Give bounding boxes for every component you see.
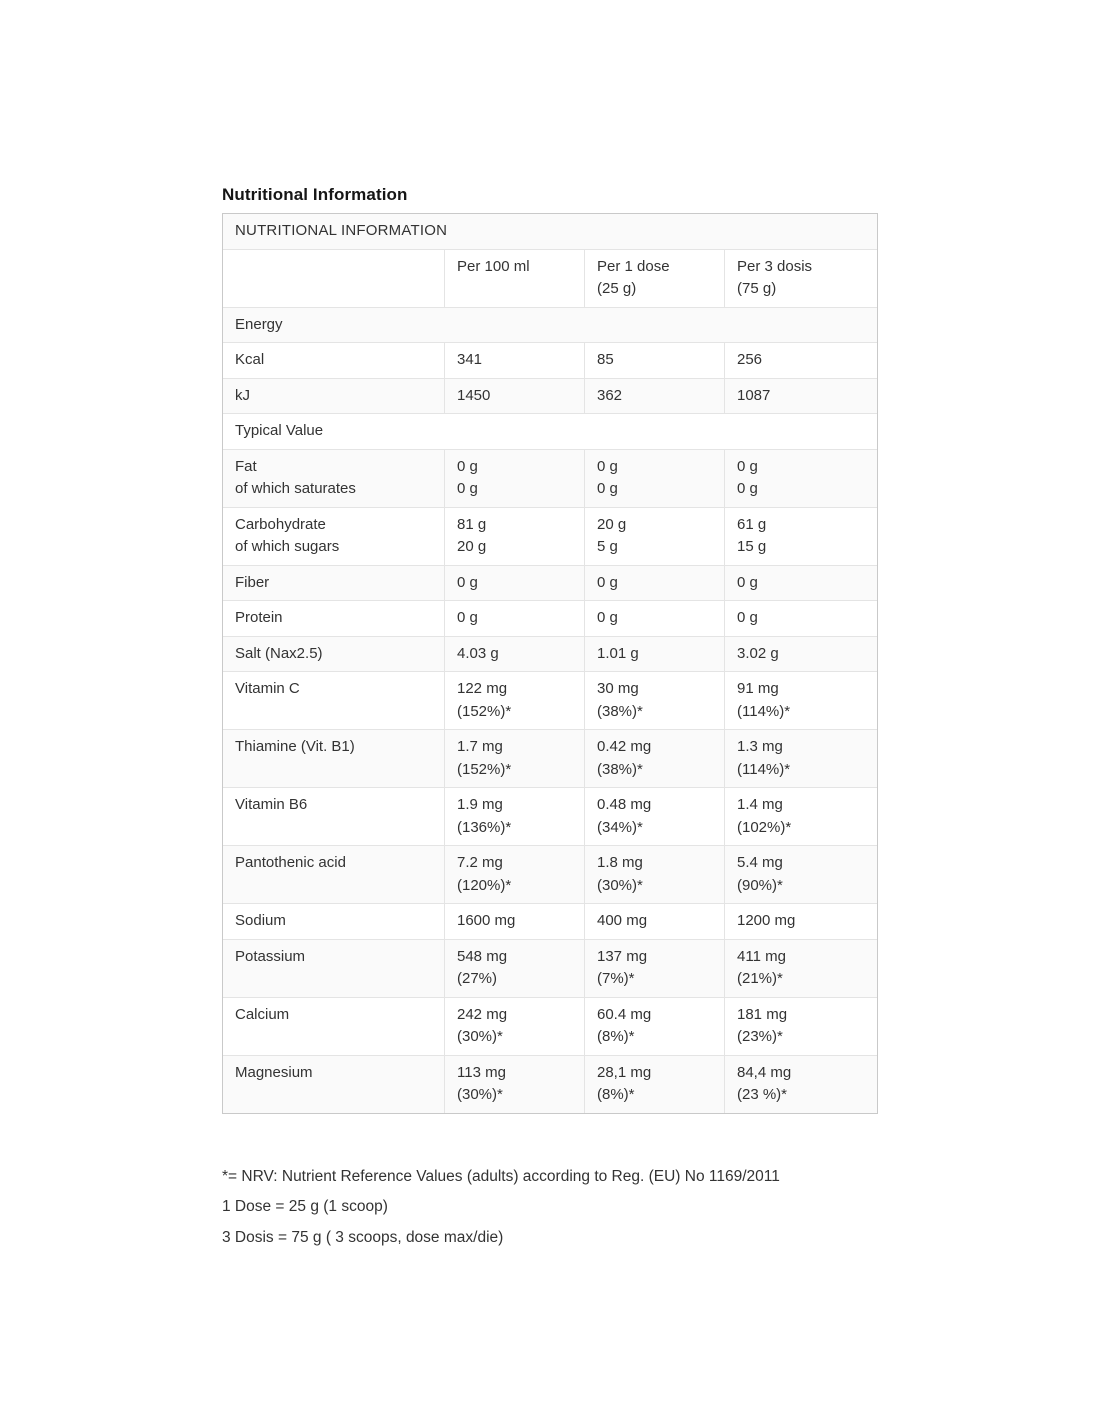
table-title-label: NUTRITIONAL INFORMATION xyxy=(223,214,877,250)
section-row xyxy=(223,414,877,450)
per-3-dosis-value-cell: 91 mg (114%)* xyxy=(725,672,877,730)
per-3-dosis-value-cell: 3.02 g xyxy=(725,637,877,673)
nutrient-row xyxy=(223,601,877,637)
nutrient-row xyxy=(223,343,877,379)
column-header-cell: Per 3 dosis (75 g) xyxy=(725,250,877,308)
per-3-dosis-value-cell: 1087 xyxy=(725,379,877,415)
nutrient-label-cell: Thiamine (Vit. B1) xyxy=(223,730,445,788)
per-100ml-value-cell: 7.2 mg (120%)* xyxy=(445,846,585,904)
per-100ml-value-cell: 1.7 mg (152%)* xyxy=(445,730,585,788)
per-1-dose-value-cell: 0 g 0 g xyxy=(585,450,725,508)
per-1-dose-value-cell: 30 mg (38%)* xyxy=(585,672,725,730)
per-100ml-value-cell: 113 mg (30%)* xyxy=(445,1056,585,1113)
per-1-dose-value-cell: 362 xyxy=(585,379,725,415)
section-row xyxy=(223,308,877,344)
nutrient-label-cell: Protein xyxy=(223,601,445,637)
nutrient-row xyxy=(223,450,877,508)
nutrient-label-cell: kJ xyxy=(223,379,445,415)
nutrient-label-cell: Magnesium xyxy=(223,1056,445,1113)
nutrient-row xyxy=(223,672,877,730)
per-3-dosis-value-cell: 0 g xyxy=(725,566,877,602)
per-3-dosis-value-cell: 1200 mg xyxy=(725,904,877,940)
nutrient-row xyxy=(223,904,877,940)
nutrient-label-cell: Fiber xyxy=(223,566,445,602)
nutrient-row xyxy=(223,788,877,846)
nutrient-row xyxy=(223,379,877,415)
per-1-dose-value-cell: 137 mg (7%)* xyxy=(585,940,725,998)
nutrient-label-cell: Calcium xyxy=(223,998,445,1056)
per-3-dosis-value-cell: 1.3 mg (114%)* xyxy=(725,730,877,788)
column-header-cell: Per 100 ml xyxy=(445,250,585,308)
nutrient-label-cell: Sodium xyxy=(223,904,445,940)
per-100ml-value-cell: 81 g 20 g xyxy=(445,508,585,566)
per-3-dosis-value-cell: 256 xyxy=(725,343,877,379)
per-3-dosis-value-cell: 181 mg (23%)* xyxy=(725,998,877,1056)
section-label: Energy xyxy=(223,308,877,344)
per-3-dosis-value-cell: 1.4 mg (102%)* xyxy=(725,788,877,846)
footnote-dose: 1 Dose = 25 g (1 scoop) xyxy=(222,1198,388,1216)
nutrient-row xyxy=(223,846,877,904)
column-header-cell: Per 1 dose (25 g) xyxy=(585,250,725,308)
column-header-cell xyxy=(223,250,445,308)
per-3-dosis-value-cell: 0 g 0 g xyxy=(725,450,877,508)
nutrient-label-cell: Pantothenic acid xyxy=(223,846,445,904)
nutrient-label-cell: Salt (Nax2.5) xyxy=(223,637,445,673)
per-1-dose-value-cell: 20 g 5 g xyxy=(585,508,725,566)
nutrient-row xyxy=(223,637,877,673)
per-1-dose-value-cell: 28,1 mg (8%)* xyxy=(585,1056,725,1113)
per-3-dosis-value-cell: 61 g 15 g xyxy=(725,508,877,566)
per-1-dose-value-cell: 1.8 mg (30%)* xyxy=(585,846,725,904)
per-3-dosis-value-cell: 0 g xyxy=(725,601,877,637)
per-100ml-value-cell: 0 g xyxy=(445,601,585,637)
per-100ml-value-cell: 548 mg (27%) xyxy=(445,940,585,998)
nutrient-label-cell: Vitamin C xyxy=(223,672,445,730)
page-title: Nutritional Information xyxy=(222,185,408,204)
per-1-dose-value-cell: 0.42 mg (38%)* xyxy=(585,730,725,788)
per-1-dose-value-cell: 0 g xyxy=(585,566,725,602)
nutrition-table xyxy=(222,213,878,1114)
per-1-dose-value-cell: 85 xyxy=(585,343,725,379)
nutrient-row xyxy=(223,508,877,566)
nutrition-table-body xyxy=(223,214,877,1113)
nutrient-label-cell: Vitamin B6 xyxy=(223,788,445,846)
per-1-dose-value-cell: 0.48 mg (34%)* xyxy=(585,788,725,846)
nutrition-section xyxy=(222,185,876,1259)
per-100ml-value-cell: 1.9 mg (136%)* xyxy=(445,788,585,846)
per-1-dose-value-cell: 0 g xyxy=(585,601,725,637)
nutrient-label-cell: Kcal xyxy=(223,343,445,379)
per-100ml-value-cell: 0 g 0 g xyxy=(445,450,585,508)
footnote-dosis: 3 Dosis = 75 g ( 3 scoops, dose max/die) xyxy=(222,1229,504,1247)
nutrient-row xyxy=(223,1056,877,1113)
per-1-dose-value-cell: 1.01 g xyxy=(585,637,725,673)
per-100ml-value-cell: 0 g xyxy=(445,566,585,602)
per-100ml-value-cell: 122 mg (152%)* xyxy=(445,672,585,730)
per-3-dosis-value-cell: 411 mg (21%)* xyxy=(725,940,877,998)
nutrient-row xyxy=(223,998,877,1056)
nutrient-label-cell: Potassium xyxy=(223,940,445,998)
per-100ml-value-cell: 242 mg (30%)* xyxy=(445,998,585,1056)
column-header-row xyxy=(223,250,877,308)
footnotes xyxy=(222,1167,876,1250)
nutrient-row xyxy=(223,730,877,788)
table-title-row xyxy=(223,214,877,250)
per-100ml-value-cell: 1600 mg xyxy=(445,904,585,940)
footnote-nrv: *= NRV: Nutrient Reference Values (adults) according to Reg. (EU) No 1169/2011 xyxy=(222,1167,780,1185)
per-1-dose-value-cell: 60.4 mg (8%)* xyxy=(585,998,725,1056)
per-1-dose-value-cell: 400 mg xyxy=(585,904,725,940)
per-100ml-value-cell: 341 xyxy=(445,343,585,379)
section-label: Typical Value xyxy=(223,414,877,450)
nutrient-row xyxy=(223,940,877,998)
nutrient-label-cell: Carbohydrate of which sugars xyxy=(223,508,445,566)
nutrient-row xyxy=(223,566,877,602)
per-3-dosis-value-cell: 84,4 mg (23 %)* xyxy=(737,1063,792,1103)
per-100ml-value-cell: 4.03 g xyxy=(445,637,585,673)
per-3-dosis-value-cell: 5.4 mg (90%)* xyxy=(725,846,877,904)
per-100ml-value-cell: 1450 xyxy=(445,379,585,415)
nutrient-label-cell: Fat of which saturates xyxy=(223,450,445,508)
